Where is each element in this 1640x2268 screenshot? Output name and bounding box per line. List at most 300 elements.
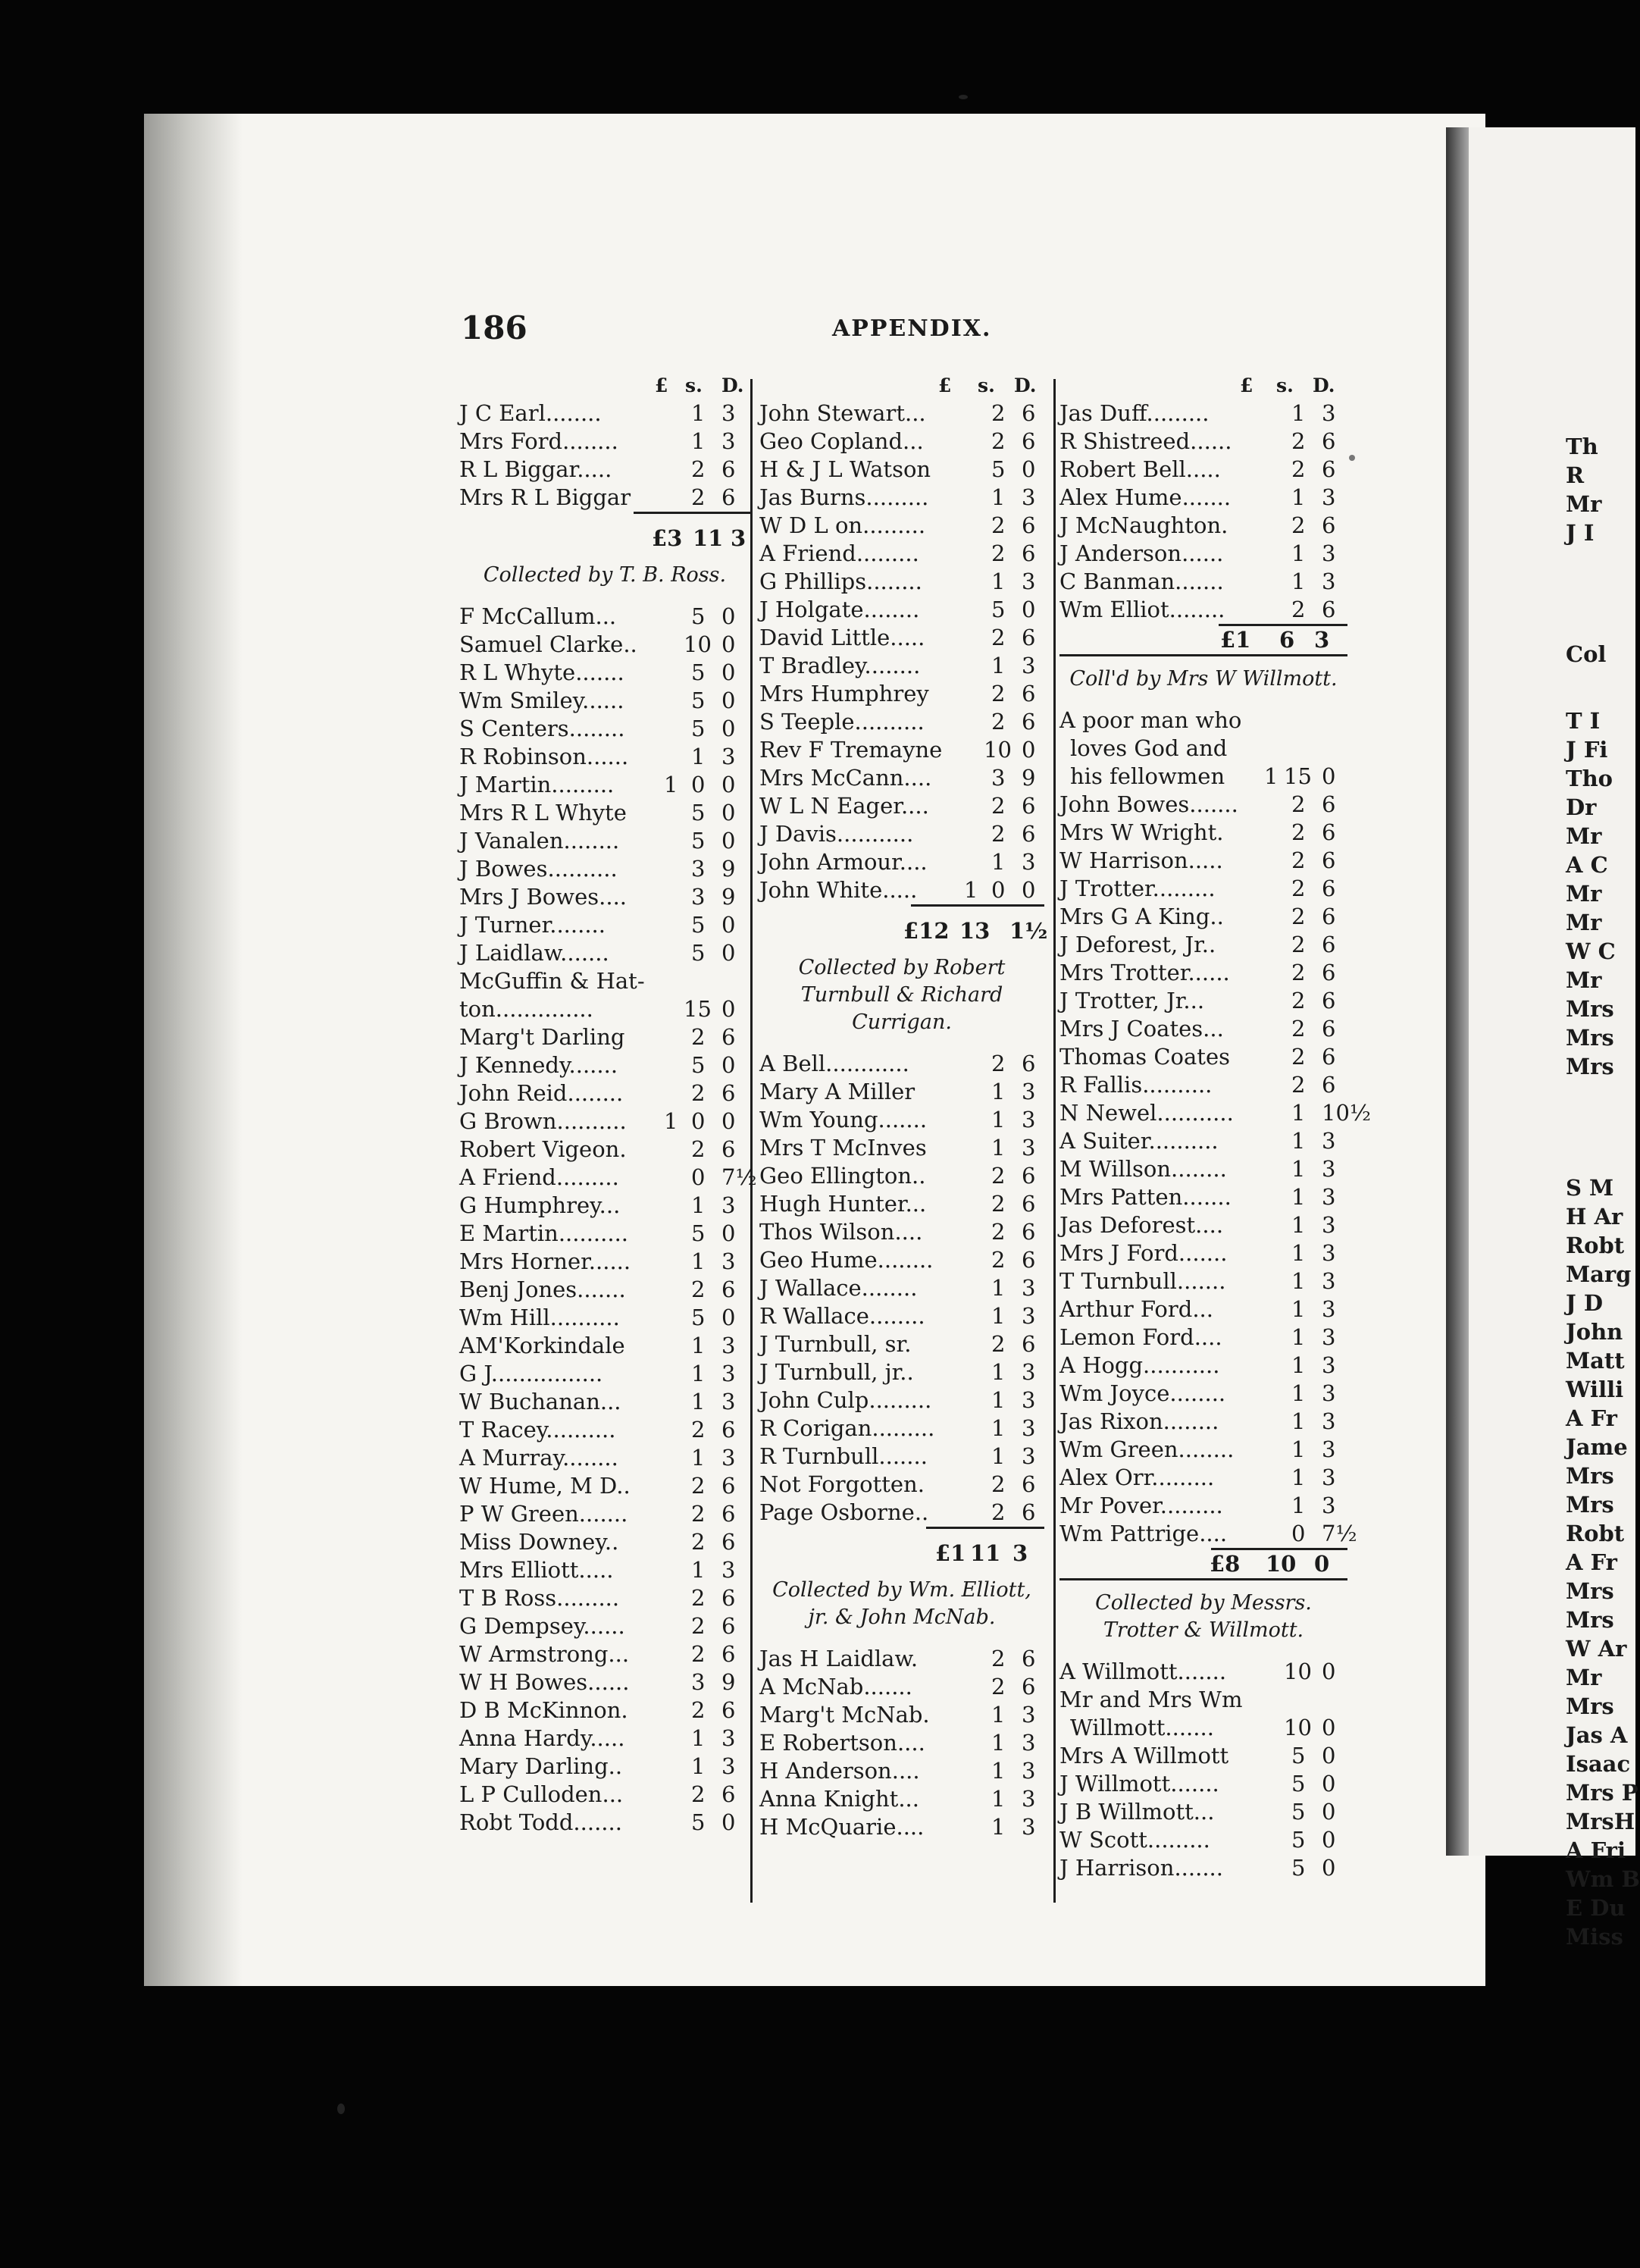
contributor-name: W D L on......... bbox=[759, 512, 926, 538]
amount-shillings: 1 bbox=[991, 1758, 1006, 1784]
amount-pence: 3 bbox=[1322, 1493, 1336, 1518]
contributor-name: J Turnbull, sr. bbox=[759, 1331, 912, 1357]
page-gutter-shadow bbox=[144, 114, 243, 1986]
amount-shillings: 10 bbox=[1284, 1715, 1312, 1740]
amount-pence: 0 bbox=[721, 1052, 736, 1078]
amount-pounds: 1 bbox=[664, 772, 678, 797]
amount-shillings: 2 bbox=[991, 709, 1006, 735]
amount-pence: 3 bbox=[1022, 1415, 1036, 1441]
entry-list bbox=[759, 1050, 1044, 1527]
amount-pence: 9 bbox=[1022, 765, 1036, 791]
contributor-name: loves God and bbox=[1070, 735, 1228, 761]
amount-pence: 0 bbox=[721, 1220, 736, 1246]
amount-shillings: 2 bbox=[691, 1641, 706, 1667]
contributor-name: D B McKinnon. bbox=[459, 1697, 628, 1723]
amount-shillings: 2 bbox=[991, 1051, 1006, 1076]
contributor-name: Wm Hill.......... bbox=[459, 1305, 620, 1330]
contributor-name: J Martin......... bbox=[459, 772, 615, 797]
entry-row bbox=[459, 1051, 750, 1079]
section-heading: Collected by Messrs. Trotter & Willmott. bbox=[1095, 1591, 1312, 1642]
amount-pence: 0 bbox=[721, 996, 736, 1022]
contributor-name: W Armstrong... bbox=[459, 1641, 630, 1667]
contributor-name: H Anderson.... bbox=[759, 1758, 920, 1784]
contributor-name: Thomas Coates bbox=[1059, 1044, 1231, 1070]
amount-shillings: 1 bbox=[1291, 1128, 1306, 1154]
amount-shillings: 2 bbox=[1291, 456, 1306, 482]
facing-page-line: Tho bbox=[1566, 766, 1613, 791]
amount-shillings: 3 bbox=[691, 884, 706, 910]
contributor-name: Mrs McCann.... bbox=[759, 765, 932, 791]
amount-shillings: 2 bbox=[991, 681, 1006, 706]
amount-shillings: 2 bbox=[991, 1191, 1006, 1217]
entry-row bbox=[459, 1696, 750, 1724]
amount-shillings: 1 bbox=[991, 484, 1006, 510]
amount-pence: 3 bbox=[721, 428, 736, 454]
entry-row bbox=[1059, 1239, 1347, 1267]
entry-row bbox=[459, 1528, 750, 1556]
entry-row bbox=[1059, 1380, 1347, 1408]
contributor-name: McGuffin & Hat- bbox=[459, 968, 645, 994]
entry-list bbox=[759, 1645, 1044, 1841]
contributor-name: J McNaughton. bbox=[1059, 512, 1228, 538]
contributor-name: John Stewart... bbox=[759, 400, 926, 426]
facing-page-line: A Fri bbox=[1566, 1837, 1626, 1863]
contributor-name: Geo Copland... bbox=[759, 428, 924, 454]
page-number: 186 bbox=[461, 309, 527, 346]
amount-pence: 0 bbox=[721, 716, 736, 741]
amount-pence: 6 bbox=[1322, 1044, 1336, 1070]
facing-page-line: Jas A bbox=[1566, 1722, 1628, 1748]
amount-pence: 3 bbox=[1322, 1324, 1336, 1350]
entry-row bbox=[759, 736, 1044, 764]
entry-row bbox=[1059, 1211, 1347, 1239]
contributor-name: Robert Bell..... bbox=[1059, 456, 1221, 482]
amount-shillings: 1 bbox=[1291, 484, 1306, 510]
amount-pence: 0 bbox=[1322, 763, 1336, 789]
entry-row bbox=[459, 399, 750, 428]
amount-shillings: 1 bbox=[991, 1443, 1006, 1469]
amount-pence: 7½ bbox=[721, 1164, 757, 1190]
amount-shillings: 10 bbox=[1284, 1659, 1312, 1684]
amount-shillings: 5 bbox=[691, 800, 706, 825]
amount-shillings: 5 bbox=[691, 716, 706, 741]
amount-shillings: 1 bbox=[1291, 1436, 1306, 1462]
entry-row bbox=[459, 1584, 750, 1612]
contributor-name: Mrs Horner...... bbox=[459, 1248, 631, 1274]
amount-pence: 3 bbox=[721, 744, 736, 769]
contributor-name: Anna Hardy..... bbox=[459, 1725, 625, 1751]
amount-shillings: 3 bbox=[691, 1669, 706, 1695]
contributor-name: A McNab....... bbox=[759, 1674, 912, 1699]
contributor-name: A Hogg........... bbox=[1059, 1352, 1220, 1378]
entry-row bbox=[759, 540, 1044, 568]
amount-shillings: 2 bbox=[691, 484, 706, 510]
amount-pence: 6 bbox=[1322, 456, 1336, 482]
amount-shillings: 1 bbox=[991, 1135, 1006, 1161]
amount-shillings: 2 bbox=[1291, 960, 1306, 985]
contributor-name: Geo Hume........ bbox=[759, 1247, 934, 1273]
contributor-name: C Banman....... bbox=[1059, 569, 1224, 594]
amount-pence: 3 bbox=[1322, 400, 1336, 426]
amount-shillings: 1 bbox=[991, 1814, 1006, 1840]
contributor-name: J Kennedy....... bbox=[459, 1052, 618, 1078]
entry-row bbox=[459, 1388, 750, 1416]
entry-row bbox=[459, 1500, 750, 1528]
contributor-name: E Robertson.... bbox=[759, 1730, 925, 1756]
column-2 bbox=[759, 371, 1048, 1841]
amount-pence: 3 bbox=[1022, 1730, 1036, 1756]
entry-row bbox=[459, 1472, 750, 1500]
contributor-name: Mrs J Coates... bbox=[1059, 1016, 1224, 1042]
subtotal-shillings: 10 bbox=[1266, 1551, 1297, 1577]
contributor-name: Miss Downey.. bbox=[459, 1529, 619, 1555]
entry-row bbox=[1059, 1183, 1347, 1211]
amount-pence: 3 bbox=[1022, 569, 1036, 594]
entry-row bbox=[459, 1248, 750, 1276]
facing-page-line: Isaac bbox=[1566, 1751, 1631, 1777]
amount-shillings: 1 bbox=[1291, 1380, 1306, 1406]
amount-pence: 3 bbox=[1022, 849, 1036, 875]
amount-shillings: 5 bbox=[691, 940, 706, 966]
entry-row bbox=[459, 995, 750, 1023]
amount-shillings: 1 bbox=[991, 1702, 1006, 1728]
entry-row bbox=[1059, 706, 1347, 735]
contributor-name: Robert Vigeon. bbox=[459, 1136, 627, 1162]
amount-pence: 3 bbox=[721, 400, 736, 426]
entry-row bbox=[459, 1724, 750, 1753]
facing-page-line: Mrs P bbox=[1566, 1780, 1638, 1806]
subtotal-row bbox=[759, 917, 1048, 945]
entry-row bbox=[1059, 1155, 1347, 1183]
amount-shillings: 1 bbox=[691, 428, 706, 454]
entry-row bbox=[1059, 1798, 1347, 1826]
contributor-name: Mrs G A King.. bbox=[1059, 904, 1224, 929]
amount-pence: 0 bbox=[1322, 1743, 1336, 1768]
contributor-name: Mrs A Willmott bbox=[1059, 1743, 1229, 1768]
subtotal-pence: 3 bbox=[731, 525, 746, 551]
entry-row bbox=[1059, 1658, 1347, 1686]
page-heading: APPENDIX. bbox=[832, 315, 992, 342]
shillings-header: s. bbox=[685, 374, 703, 396]
entry-row bbox=[759, 512, 1044, 540]
amount-shillings: 1 bbox=[691, 1192, 706, 1218]
amount-pence: 6 bbox=[1022, 821, 1036, 847]
amount-shillings: 5 bbox=[691, 1220, 706, 1246]
facing-page-line: Miss bbox=[1566, 1924, 1623, 1950]
entry-list bbox=[459, 603, 757, 1837]
entry-row bbox=[1059, 1492, 1347, 1520]
contributor-name: R Robinson...... bbox=[459, 744, 629, 769]
contributor-name: W L N Eager.... bbox=[759, 793, 929, 819]
contributor-name: A Friend......... bbox=[459, 1164, 619, 1190]
amount-shillings: 1 bbox=[1291, 1184, 1306, 1210]
amount-pence: 6 bbox=[1022, 1646, 1036, 1671]
facing-page-line: A Fr bbox=[1566, 1549, 1617, 1575]
contributor-name: W Buchanan... bbox=[459, 1389, 621, 1414]
entry-row bbox=[759, 1471, 1044, 1499]
contributor-name: Wm Pattrige.... bbox=[1059, 1521, 1228, 1546]
amount-shillings: 5 bbox=[991, 456, 1006, 482]
contributor-name: J Deforest, Jr.. bbox=[1059, 932, 1216, 957]
contributor-name: Robt Todd....... bbox=[459, 1809, 622, 1835]
facing-page-line: W C bbox=[1566, 938, 1616, 964]
subtotal-pence: 0 bbox=[1314, 1551, 1330, 1577]
amount-shillings: 1 bbox=[1291, 540, 1306, 566]
contributor-name: Rev F Tremayne bbox=[759, 737, 943, 763]
amount-pence: 6 bbox=[1322, 876, 1336, 901]
amount-pence: 6 bbox=[721, 1697, 736, 1723]
amount-shillings: 2 bbox=[991, 400, 1006, 426]
entry-row bbox=[1059, 1071, 1347, 1099]
amount-shillings: 1 bbox=[691, 1361, 706, 1386]
contributor-name: W Harrison..... bbox=[1059, 847, 1223, 873]
entry-list bbox=[1059, 399, 1347, 624]
entry-row bbox=[1059, 1742, 1347, 1770]
entry-row bbox=[759, 708, 1044, 736]
entry-row bbox=[1059, 987, 1347, 1015]
amount-pence: 6 bbox=[721, 1781, 736, 1807]
amount-shillings: 10 bbox=[984, 737, 1012, 763]
shillings-header: s. bbox=[1276, 374, 1294, 396]
entry-row bbox=[759, 820, 1044, 848]
amount-pence: 0 bbox=[721, 688, 736, 713]
entry-row bbox=[459, 603, 750, 631]
amount-pence: 6 bbox=[1022, 1191, 1036, 1217]
amount-shillings: 1 bbox=[691, 1445, 706, 1471]
amount-shillings: 15 bbox=[1284, 763, 1312, 789]
facing-page-line: A C bbox=[1566, 852, 1608, 878]
amount-shillings: 5 bbox=[691, 603, 706, 629]
contributor-name: Willmott....... bbox=[1070, 1715, 1214, 1740]
entry-row bbox=[759, 1729, 1044, 1757]
contributor-name: S Teeple.......... bbox=[759, 709, 925, 735]
amount-shillings: 5 bbox=[991, 597, 1006, 622]
entry-row bbox=[1059, 1352, 1347, 1380]
entry-row bbox=[1059, 1043, 1347, 1071]
amount-pence: 6 bbox=[1322, 988, 1336, 1013]
amount-pence: 6 bbox=[721, 1529, 736, 1555]
entry-row bbox=[459, 1164, 757, 1192]
speck bbox=[337, 2104, 345, 2114]
amount-pence: 0 bbox=[1322, 1771, 1336, 1797]
contributor-name: Hugh Hunter... bbox=[759, 1191, 927, 1217]
entry-row bbox=[1059, 1324, 1347, 1352]
subtotal-shillings: 11 bbox=[970, 1540, 1001, 1566]
contributor-name: AM'Korkindale bbox=[459, 1333, 625, 1358]
contributor-name: Mary A Miller bbox=[759, 1079, 915, 1104]
entry-row bbox=[759, 764, 1044, 792]
amount-shillings: 2 bbox=[991, 793, 1006, 819]
amount-pence: 6 bbox=[1322, 1016, 1336, 1042]
subtotal-row bbox=[1059, 626, 1347, 654]
amount-pence: 6 bbox=[1022, 793, 1036, 819]
amount-pence: 0 bbox=[1022, 877, 1036, 903]
amount-shillings: 2 bbox=[691, 1529, 706, 1555]
amount-shillings: 2 bbox=[691, 1417, 706, 1443]
entry-row bbox=[459, 659, 750, 687]
contributor-name: Mrs R L Whyte bbox=[459, 800, 627, 825]
amount-pence: 0 bbox=[1022, 456, 1036, 482]
contributor-name: G J................ bbox=[459, 1361, 603, 1386]
entry-row bbox=[759, 848, 1044, 876]
amount-pounds: 1 bbox=[964, 877, 978, 903]
column-3 bbox=[1059, 371, 1372, 1882]
column-rule bbox=[750, 379, 753, 1903]
subtotal-pounds: £8 bbox=[1210, 1551, 1241, 1577]
entry-row bbox=[1059, 1408, 1347, 1436]
amount-pence: 3 bbox=[1022, 1786, 1036, 1812]
amount-shillings: 2 bbox=[991, 1499, 1006, 1525]
amount-shillings: 2 bbox=[1291, 597, 1306, 622]
amount-shillings: 5 bbox=[691, 659, 706, 685]
amount-shillings: 1 bbox=[691, 1248, 706, 1274]
facing-page-line: MrsH bbox=[1566, 1809, 1635, 1834]
amount-shillings: 2 bbox=[1291, 512, 1306, 538]
pounds-header: £ bbox=[655, 374, 668, 396]
section-heading: Coll'd by Mrs W Willmott. bbox=[1069, 667, 1338, 691]
entry-row bbox=[1059, 959, 1347, 987]
entry-row bbox=[759, 1302, 1044, 1330]
amount-pence: 6 bbox=[1022, 1051, 1036, 1076]
facing-page-line: W Ar bbox=[1566, 1636, 1627, 1662]
amount-pence: 6 bbox=[1322, 904, 1336, 929]
amount-shillings: 1 bbox=[691, 1557, 706, 1583]
contributor-name: Mrs J Bowes.... bbox=[459, 884, 628, 910]
entry-row bbox=[459, 827, 750, 855]
entry-row bbox=[459, 1079, 750, 1107]
amount-shillings: 1 bbox=[691, 1389, 706, 1414]
entry-row bbox=[1059, 1295, 1347, 1324]
entry-row bbox=[759, 1785, 1044, 1813]
amount-shillings: 1 bbox=[1291, 1464, 1306, 1490]
facing-page-line: Mrs bbox=[1566, 1492, 1614, 1518]
amount-pence: 6 bbox=[1322, 428, 1336, 454]
amount-shillings: 2 bbox=[991, 1331, 1006, 1357]
currency-header bbox=[759, 371, 1044, 399]
amount-pence: 3 bbox=[1022, 1758, 1036, 1784]
amount-shillings: 2 bbox=[691, 1697, 706, 1723]
subtotal-pounds: £1 bbox=[935, 1540, 966, 1566]
contributor-name: J Turnbull, jr.. bbox=[759, 1359, 914, 1385]
entry-row bbox=[1059, 847, 1347, 875]
facing-page-edge bbox=[1446, 127, 1469, 1856]
entry-row bbox=[1059, 1854, 1347, 1882]
entry-row bbox=[1059, 763, 1347, 791]
subtotal-row bbox=[1059, 1550, 1347, 1578]
amount-shillings: 1 bbox=[1291, 1268, 1306, 1294]
amount-shillings: 1 bbox=[1291, 1324, 1306, 1350]
column-1 bbox=[459, 371, 757, 1837]
amount-pence: 3 bbox=[721, 1753, 736, 1779]
amount-pence: 3 bbox=[1322, 1184, 1336, 1210]
amount-pence: 6 bbox=[1022, 540, 1036, 566]
amount-pence: 3 bbox=[1022, 1079, 1036, 1104]
entry-row bbox=[759, 1106, 1044, 1134]
amount-pence: 3 bbox=[1022, 484, 1036, 510]
entry-row bbox=[459, 1444, 750, 1472]
entry-row bbox=[1059, 596, 1347, 624]
amount-pence: 3 bbox=[1322, 1240, 1336, 1266]
entry-row bbox=[459, 967, 750, 995]
amount-pence: 6 bbox=[721, 1613, 736, 1639]
amount-pounds: 1 bbox=[664, 1108, 678, 1134]
amount-pence: 6 bbox=[1322, 791, 1336, 817]
contributor-name: H & J L Watson bbox=[759, 456, 931, 482]
entry-row bbox=[459, 715, 750, 743]
amount-shillings: 2 bbox=[1291, 876, 1306, 901]
amount-shillings: 0 bbox=[691, 1164, 706, 1190]
contributor-name: Thos Wilson.... bbox=[759, 1219, 923, 1245]
amount-pence: 3 bbox=[1322, 1408, 1336, 1434]
contributor-name: W Scott......... bbox=[1059, 1827, 1210, 1853]
contributor-name: J Holgate........ bbox=[759, 597, 920, 622]
entry-list bbox=[1059, 1658, 1347, 1882]
contributor-name: G Humphrey... bbox=[459, 1192, 621, 1218]
amount-pence: 3 bbox=[1022, 1303, 1036, 1329]
amount-pence: 3 bbox=[1022, 1702, 1036, 1728]
amount-shillings: 2 bbox=[691, 1613, 706, 1639]
amount-shillings: 1 bbox=[691, 744, 706, 769]
amount-shillings: 1 bbox=[1291, 400, 1306, 426]
amount-pence: 0 bbox=[1322, 1855, 1336, 1881]
amount-shillings: 1 bbox=[991, 849, 1006, 875]
amount-pence: 0 bbox=[1322, 1715, 1336, 1740]
amount-shillings: 1 bbox=[1291, 1296, 1306, 1322]
amount-pence: 6 bbox=[1022, 1471, 1036, 1497]
amount-shillings: 1 bbox=[1291, 569, 1306, 594]
contributor-name: A poor man who bbox=[1059, 707, 1242, 733]
amount-shillings: 2 bbox=[1291, 932, 1306, 957]
entry-row bbox=[1059, 428, 1347, 456]
entry-row bbox=[759, 456, 1044, 484]
amount-shillings: 2 bbox=[691, 1277, 706, 1302]
contributor-name: R L Biggar..... bbox=[459, 456, 612, 482]
amount-pence: 6 bbox=[1322, 960, 1336, 985]
amount-pence: 6 bbox=[721, 484, 736, 510]
entry-row bbox=[759, 1358, 1044, 1386]
contributor-name: Arthur Ford... bbox=[1059, 1296, 1213, 1322]
amount-pence: 0 bbox=[721, 1108, 736, 1134]
contributor-name: R L Whyte....... bbox=[459, 659, 624, 685]
entry-row bbox=[759, 1414, 1044, 1443]
entry-row bbox=[1059, 540, 1347, 568]
amount-pence: 0 bbox=[721, 772, 736, 797]
contributor-name: Jas Burns......... bbox=[759, 484, 929, 510]
entry-row bbox=[459, 631, 750, 659]
entry-row bbox=[1059, 568, 1347, 596]
contributor-name: ton.............. bbox=[459, 996, 593, 1022]
facing-page-line: S M bbox=[1566, 1175, 1614, 1201]
amount-pence: 9 bbox=[721, 856, 736, 882]
contributor-name: Marg't McNab. bbox=[759, 1702, 930, 1728]
entry-row bbox=[459, 687, 750, 715]
amount-shillings: 0 bbox=[691, 1108, 706, 1134]
amount-pence: 3 bbox=[721, 1389, 736, 1414]
amount-shillings: 1 bbox=[991, 1107, 1006, 1132]
amount-pence: 0 bbox=[721, 800, 736, 825]
contributor-name: Mrs Elliott..... bbox=[459, 1557, 614, 1583]
entry-row bbox=[759, 1274, 1044, 1302]
section-heading: Collected by Wm. Elliott, jr. & John McNab. bbox=[772, 1578, 1031, 1629]
amount-shillings: 5 bbox=[1291, 1743, 1306, 1768]
facing-page-line: Mr bbox=[1566, 967, 1602, 993]
subtotal-pence: 3 bbox=[1314, 627, 1330, 653]
amount-pence: 6 bbox=[721, 1277, 736, 1302]
contributor-name: Jas Deforest.... bbox=[1059, 1212, 1224, 1238]
amount-pence: 0 bbox=[721, 1809, 736, 1835]
contributor-name: John White..... bbox=[759, 877, 918, 903]
entry-row bbox=[1059, 875, 1347, 903]
